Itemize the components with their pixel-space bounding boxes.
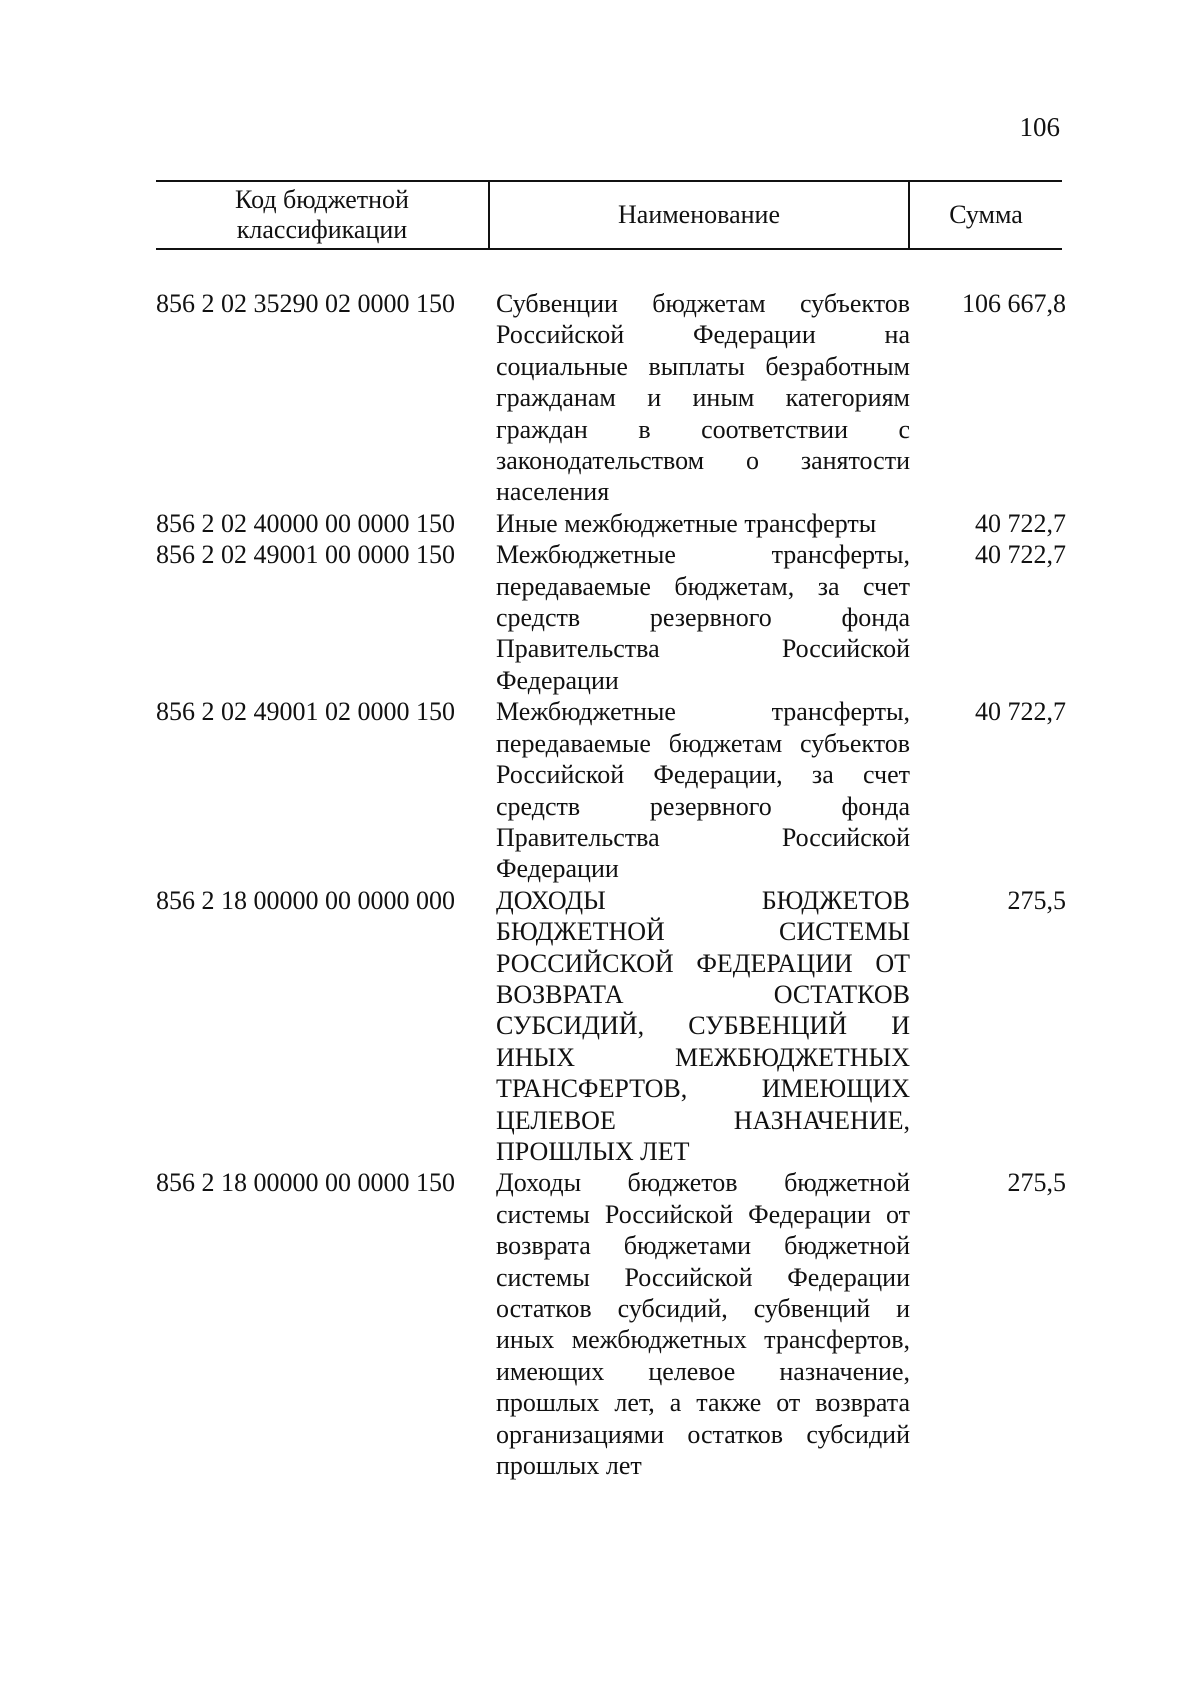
row-name: Межбюджетные трансферты, передаваемые бюджетам, за счет средств резервного фонда Правительства Российской Федерации — [496, 540, 910, 695]
row-name: Межбюджетные трансферты, передаваемые бюджетам субъектов Российской Федерации, за счет средств резервного фонда Правительства Российской Федерации — [496, 697, 910, 884]
header-name: Наименование — [488, 182, 910, 248]
row-name: ДОХОДЫ БЮДЖЕТОВ БЮДЖЕТНОЙ СИСТЕМЫ РОССИЙСКОЙ ФЕДЕРАЦИИ ОТ ВОЗВРАТА ОСТАТКОВ СУБСИДИЙ, СУБВЕНЦИЙ И ИНЫХ МЕЖБЮДЖЕТНЫХ ТРАНСФЕРТОВ, ИМЕЮЩИХ ЦЕЛЕВОЕ НАЗНАЧЕНИЕ, ПРОШЛЫХ ЛЕТ — [496, 885, 910, 1166]
row-name: Доходы бюджетов бюджетной системы Российской Федерации от возврата бюджетами бюджетной системы Российской Федерации остатков субсидий, субвенций и иных межбюджетных трансфертов, имеющих целевое назначение, прошлых лет, а также от возврата организациями остатков субсидий прошлых лет — [496, 1168, 910, 1481]
row-code: 856 2 02 35290 02 0000 150 — [156, 289, 455, 318]
row-code: 856 2 02 49001 02 0000 150 — [156, 697, 455, 727]
table-row — [156, 885, 1066, 1168]
row-name: Иные межбюджетные трансферты — [496, 508, 877, 538]
row-code: 856 2 02 40000 00 0000 150 — [156, 508, 455, 538]
row-sum: 40 722,7 — [975, 697, 1066, 727]
table-row — [156, 288, 1066, 508]
table-header — [156, 180, 1062, 250]
table-row — [156, 1167, 1066, 1481]
row-name: Субвенции бюджетам субъектов Российской Федерации на социальные выплаты безработным гражданам и иным категориям граждан в соответствии с законодательством о занятости населения — [496, 289, 910, 507]
header-code: Код бюджетной классификации — [235, 185, 409, 244]
table-row — [156, 539, 1066, 696]
row-code: 856 2 02 49001 00 0000 150 — [156, 540, 455, 570]
row-sum: 40 722,7 — [975, 540, 1066, 570]
row-sum: 40 722,7 — [975, 508, 1066, 538]
row-sum: 275,5 — [1007, 885, 1066, 915]
row-sum: 106 667,8 — [962, 289, 1066, 318]
page-number: 106 — [1019, 112, 1060, 142]
row-sum: 275,5 — [1007, 1168, 1066, 1198]
row-code: 856 2 18 00000 00 0000 150 — [156, 1168, 455, 1198]
table-row — [156, 508, 1066, 539]
table-row — [156, 696, 1066, 884]
header-sum: Сумма — [949, 200, 1023, 229]
row-code: 856 2 18 00000 00 0000 000 — [156, 885, 455, 915]
table-body — [156, 288, 1066, 1481]
